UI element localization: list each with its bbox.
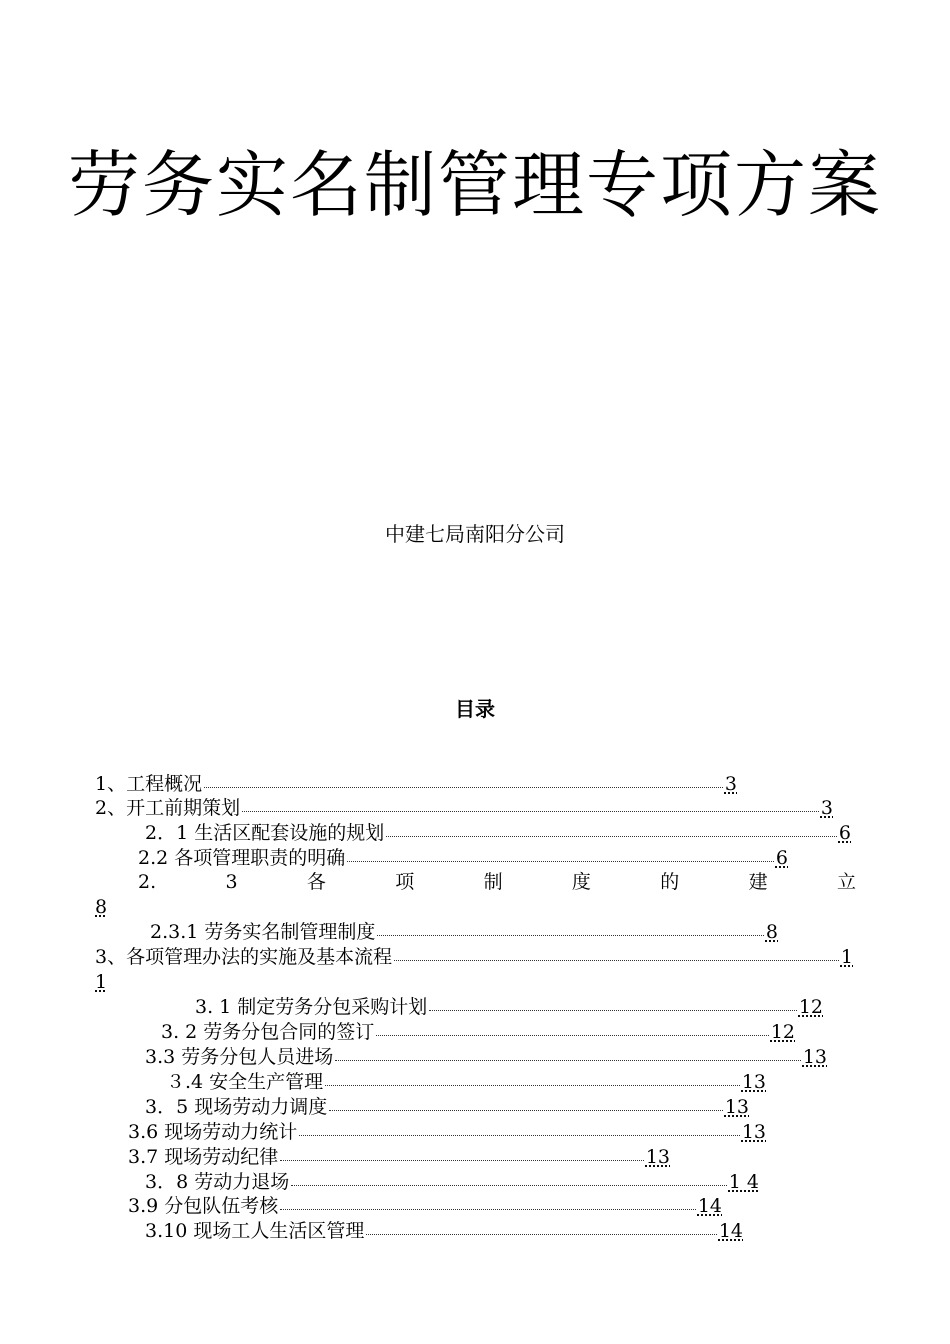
toc-leader	[280, 1209, 696, 1210]
toc-entry-label: 3.10 现场工人生活区管理	[145, 1220, 365, 1242]
toc-entry-justified[interactable]	[138, 870, 856, 894]
toc-leader	[291, 1185, 727, 1186]
toc-leader	[299, 1135, 740, 1136]
toc-entry[interactable]	[166, 1070, 766, 1094]
toc-char: 3	[225, 871, 238, 893]
toc-leader	[347, 861, 774, 862]
toc-entry-page: 3	[820, 797, 833, 819]
toc-entry-label: 3.9 分包队伍考核	[128, 1195, 279, 1217]
toc-leader	[377, 935, 764, 936]
toc-heading: 目录	[455, 697, 495, 721]
toc-leader	[280, 1160, 644, 1161]
toc-entry-page: 3	[724, 773, 737, 795]
toc-entry-label: 2.2 各项管理职责的明确	[138, 847, 346, 869]
company-name: 中建七局南阳分公司	[385, 522, 565, 546]
toc-entry[interactable]	[150, 920, 778, 944]
toc-entry-label: 2.3.1 劳务实名制管理制度	[150, 921, 376, 943]
toc-entry-page: 13	[741, 1071, 766, 1093]
toc-entry[interactable]	[128, 1194, 722, 1218]
toc-entry-label: 1、工程概况	[95, 773, 203, 795]
toc-entry-label: ３.4 安全生产管理	[166, 1071, 324, 1093]
toc-leader	[204, 787, 723, 788]
toc-entry-label: 3.3 劳务分包人员进场	[145, 1046, 334, 1068]
toc-entry-label: 3. 1 制定劳务分包采购计划	[195, 996, 428, 1018]
toc-leader	[429, 1010, 797, 1011]
toc-entry-page: 8	[95, 896, 108, 918]
toc-entry-page: 6	[838, 822, 851, 844]
toc-entry[interactable]	[145, 1045, 827, 1069]
toc-char: 2.	[138, 871, 157, 893]
toc-leader	[329, 1110, 723, 1111]
toc-entry[interactable]	[145, 1170, 759, 1194]
toc-entry[interactable]	[95, 772, 737, 796]
toc-leader	[376, 1035, 769, 1036]
toc-char: 建	[748, 871, 768, 893]
toc-entry-page: 12	[798, 996, 823, 1018]
toc-entry-label: 3．5 现场劳动力调度	[145, 1096, 328, 1118]
toc-entry-label: 3.7 现场劳动纪律	[128, 1146, 279, 1168]
toc-entry-page: 13	[645, 1146, 670, 1168]
toc-entry-page: 1	[840, 946, 853, 968]
toc-leader	[335, 1060, 801, 1061]
toc-entry-page: 1 4	[728, 1171, 759, 1193]
toc-char: 各	[306, 871, 326, 893]
toc-entry-label: 3.6 现场劳动力统计	[128, 1121, 298, 1143]
toc-leader	[366, 1234, 716, 1235]
toc-entry-page: 13	[724, 1096, 749, 1118]
toc-entry-label: 3. 2 劳务分包合同的签订	[161, 1021, 375, 1043]
toc-leader	[394, 960, 839, 961]
toc-leader	[386, 836, 837, 837]
toc-entry[interactable]	[95, 945, 853, 969]
toc-entry-page: 13	[802, 1046, 827, 1068]
toc-char: 制	[483, 871, 503, 893]
toc-entry-label: 2．1 生活区配套设施的规划	[145, 822, 385, 844]
toc-entry-page: 6	[775, 847, 788, 869]
toc-entry-page: 14	[697, 1195, 722, 1217]
toc-char: 项	[395, 871, 415, 893]
toc-entry[interactable]	[145, 821, 851, 845]
toc-entry-label: 2、开工前期策划	[95, 797, 241, 819]
toc-entry-page: 8	[765, 921, 778, 943]
toc-entry-label: 3、各项管理办法的实施及基本流程	[95, 946, 393, 968]
toc-entry[interactable]	[145, 1219, 743, 1243]
toc-entry-page-wrap: 1	[95, 971, 108, 993]
toc-entry[interactable]	[128, 1120, 766, 1144]
toc-entry[interactable]	[138, 846, 788, 870]
document-title: 劳务实名制管理专项方案	[67, 143, 882, 227]
toc-char: 度	[571, 871, 591, 893]
toc-entry-label: 3．8 劳动力退场	[145, 1171, 290, 1193]
toc-entry-page: 14	[718, 1220, 743, 1242]
toc-entry-page: 12	[770, 1021, 795, 1043]
toc-entry[interactable]	[128, 1145, 670, 1169]
toc-entry[interactable]	[145, 1095, 749, 1119]
toc-leader	[242, 811, 819, 812]
toc-entry-page: 13	[741, 1121, 766, 1143]
toc-char: 的	[660, 871, 680, 893]
toc-entry[interactable]	[95, 796, 833, 820]
toc-entry[interactable]	[195, 995, 823, 1019]
toc-char: 立	[836, 871, 856, 893]
toc-leader	[325, 1085, 740, 1086]
toc-entry[interactable]	[161, 1020, 795, 1044]
